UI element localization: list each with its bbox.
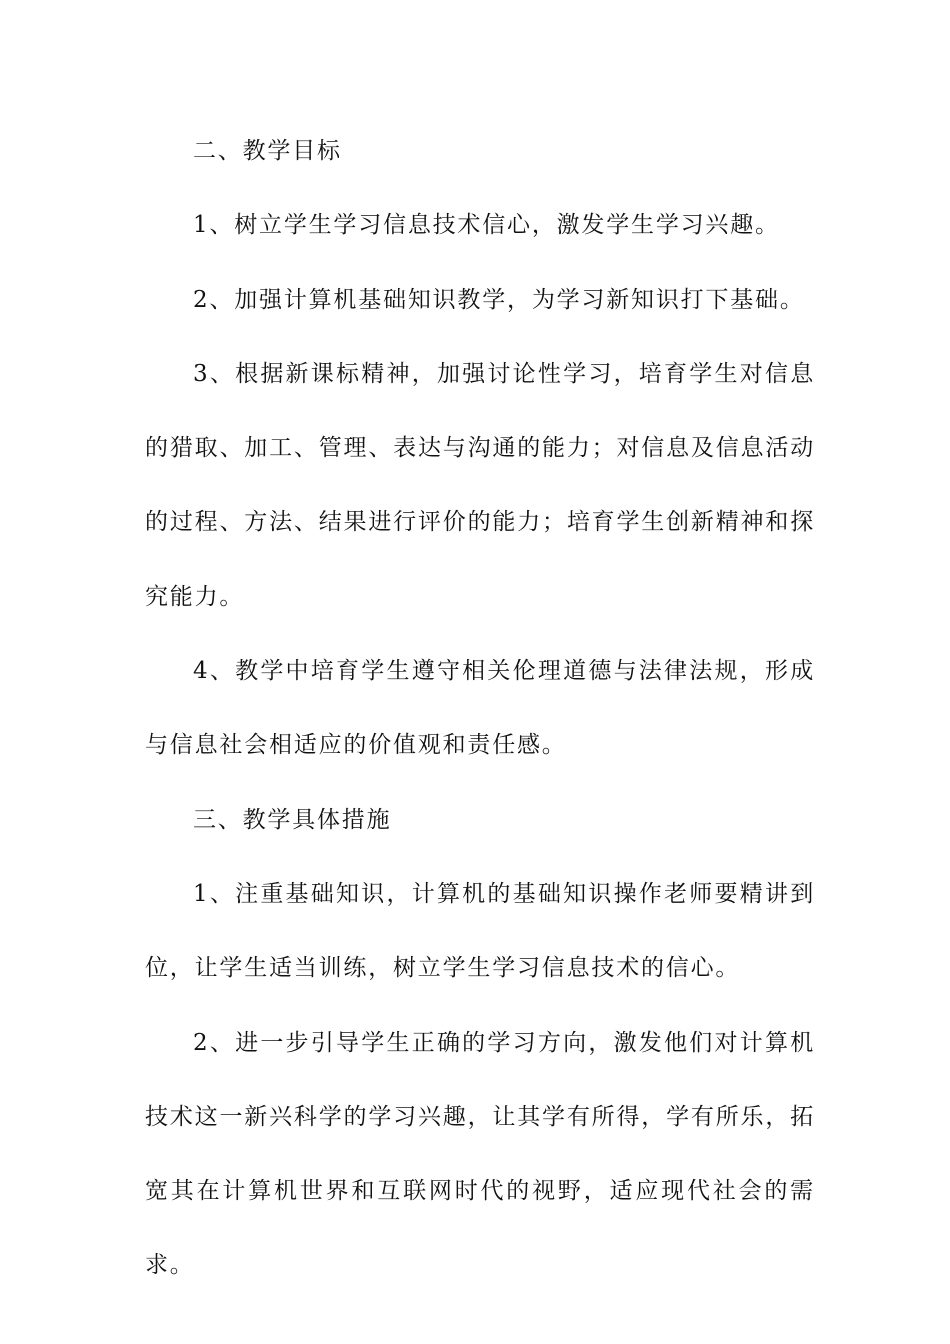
document-body [145, 114, 815, 1303]
goal-item-1: 1、树立学生学习信息技术信心，激发学生学习兴趣。 [193, 212, 780, 239]
section-heading-teaching-measures: 三、教学具体措施 [193, 806, 392, 833]
section-heading-teaching-goals: 二、教学目标 [193, 138, 342, 164]
measure-item-1: 1、注重基础知识，计算机的基础知识操作老师要精讲到位，让学生适当训练，树立学生学习信息技术的信心。 [145, 880, 815, 982]
goal-item-4: 4、教学中培育学生遵守相关伦理道德与法律法规，形成与信息社会相适应的价值观和责任感。 [145, 658, 815, 759]
goal-item-3: 3、根据新课标精神，加强讨论性学习，培育学生对信息的猎取、加工、管理、表达与沟通的能力；对信息及信息活动的过程、方法、结果进行评价的能力；培育学生创新精神和探究能力。 [145, 360, 815, 610]
goal-item-2: 2、加强计算机基础知识教学，为学习新知识打下基础。 [193, 286, 805, 313]
measure-item-2: 2、进一步引导学生正确的学习方向，激发他们对计算机技术这一新兴科学的学习兴趣，让其学有所得，学有所乐，拓宽其在计算机世界和互联网时代的视野，适应现代社会的需求。 [145, 1029, 815, 1279]
